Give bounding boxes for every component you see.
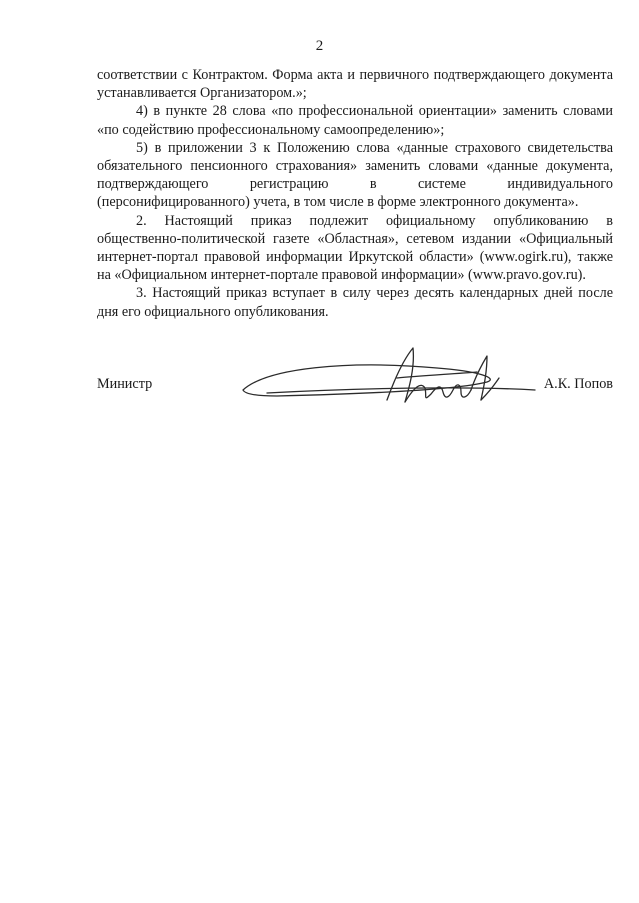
signer-name: А.К. Попов (543, 376, 613, 392)
paragraph-publication-clause: 2. Настоящий приказ подлежит официальному опубликованию в общественно-политической газете «Областная», сетевом издании «Официальный интернет-портал правовой информации Иркутской области» (www.ogirk.ru), также на «Официальном интернет-портале правовой информации» (www.pravo.gov.ru). (97, 212, 613, 284)
handwritten-signature (237, 338, 537, 416)
paragraph-item-4: 4) в пункте 28 слова «по профессиональной ориентации» заменить словами «по содействию профессиональному самоопределению»; (97, 103, 613, 138)
paragraph-item-5: 5) в приложении 3 к Положению слова «данные страхового свидетельства обязательного пенсионного страхования» заменить словами «данные документа, подтверждающего регистрацию в системе индивидуального (персонифицированного) учета, в том числе в форме электронного документа». (97, 139, 613, 211)
paragraph-effective-date-clause: 3. Настоящий приказ вступает в силу через десять календарных дней после дня его официального опубликования. (97, 285, 613, 320)
page-number: 2 (315, 38, 324, 54)
signer-position: Министр (97, 376, 153, 392)
paragraph-contract-clause: соответствии с Контрактом. Форма акта и первичного подтверждающего документа устанавливается Организатором.»; (97, 67, 613, 102)
document-body (97, 66, 613, 321)
